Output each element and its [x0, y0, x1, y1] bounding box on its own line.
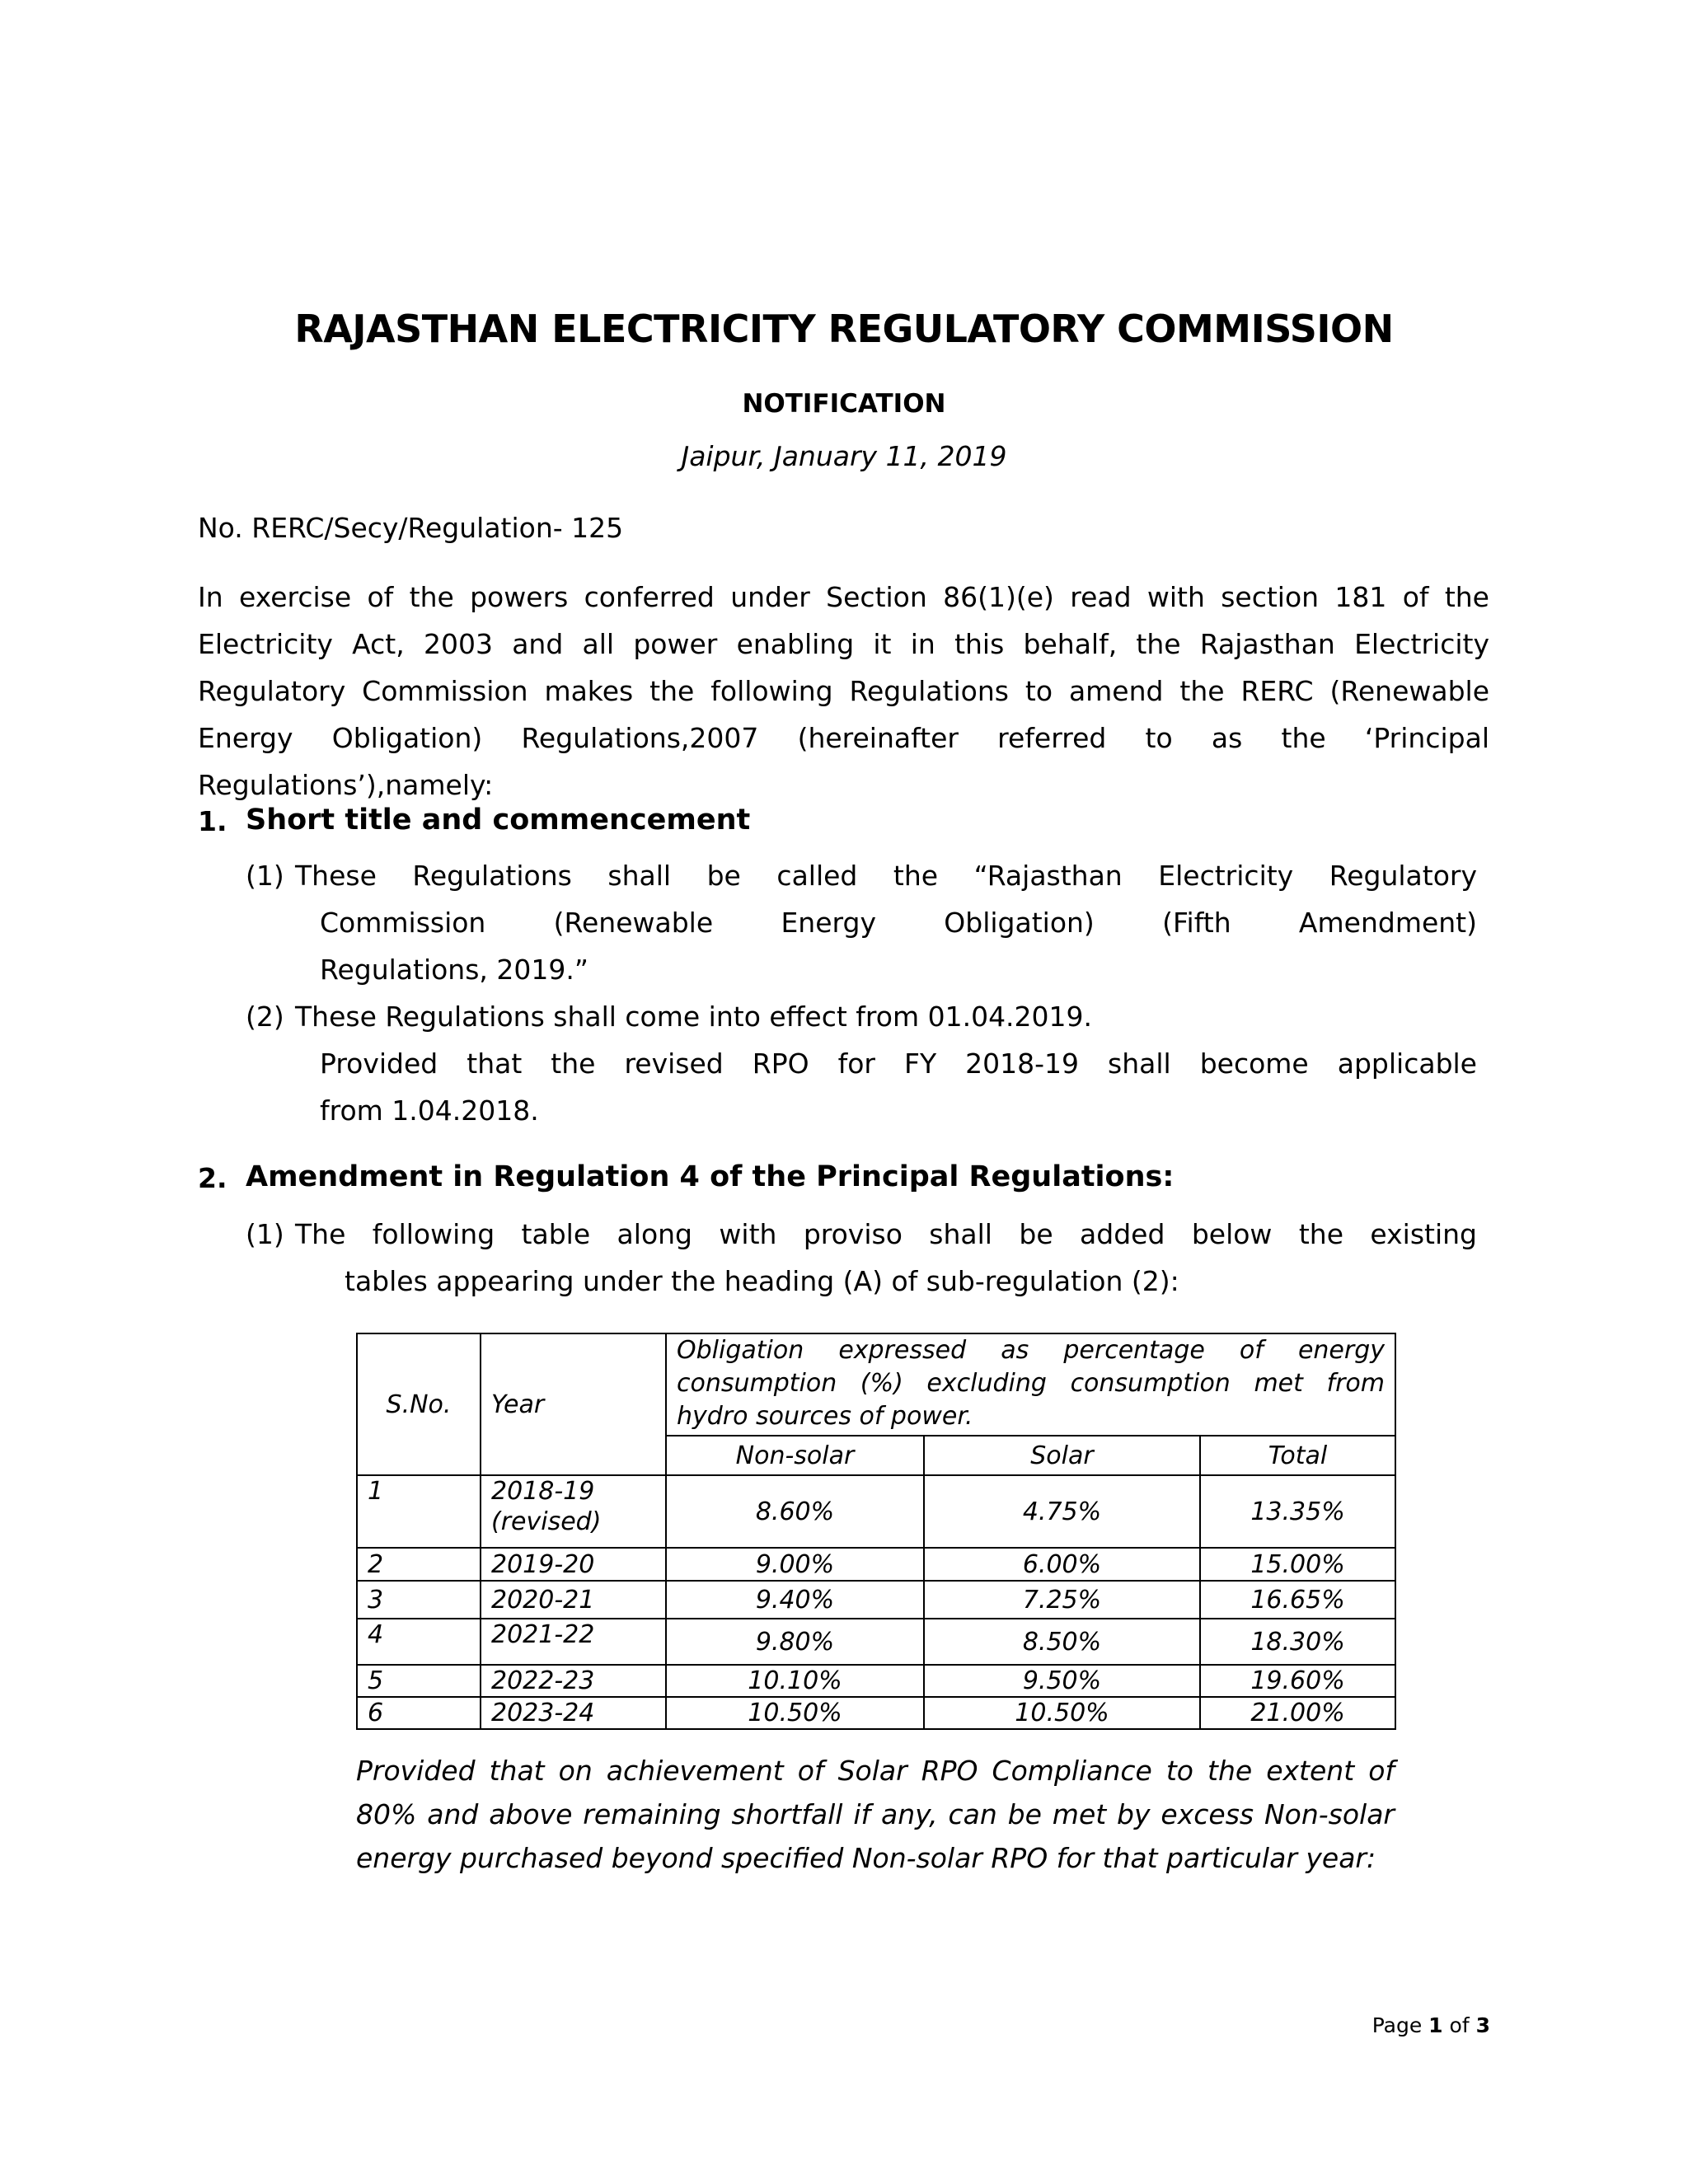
cell-year-note: (revised) — [491, 1507, 602, 1536]
table-row — [357, 1548, 1395, 1581]
cell-year — [481, 1475, 666, 1548]
table-row — [357, 1665, 1395, 1697]
section-1-heading: Short title and commencement — [246, 804, 751, 837]
cell-total: 21.00% — [1200, 1697, 1395, 1729]
cell-nonsolar: 9.00% — [666, 1548, 924, 1581]
document-title: RAJASTHAN ELECTRICITY REGULATORY COMMISSION — [294, 307, 1394, 351]
reference-number: No. RERC/Secy/Regulation- 125 — [198, 512, 624, 544]
cell-total: 15.00% — [1200, 1548, 1395, 1581]
page-current: 1 — [1428, 2013, 1443, 2037]
table-row — [357, 1581, 1395, 1619]
section-1-number: 1. — [198, 805, 227, 837]
cell-solar: 7.25% — [924, 1581, 1200, 1619]
cell-solar: 9.50% — [924, 1665, 1200, 1697]
cell-total: 18.30% — [1200, 1619, 1395, 1665]
cell-total: 13.35% — [1200, 1475, 1395, 1548]
cell-year: 2023-24 — [481, 1697, 666, 1729]
cell-solar: 10.50% — [924, 1697, 1200, 1729]
cell-total: 16.65% — [1200, 1581, 1395, 1619]
preamble-paragraph: In exercise of the powers conferred under Section 86(1)(e) read with section 181 of the Electricity Act, 2003 and all power enabling it in this behalf, the Rajasthan Electricity Regulatory Commission makes the following Regulations to amend the RERC (Renewable Energy Obligation) Regulations,2007 (hereinafter referred to as the ‘Principal Regulations’),namely: — [198, 581, 1489, 801]
cell-sno: 6 — [357, 1697, 481, 1729]
header-year: Year — [481, 1333, 666, 1475]
header-sno: S.No. — [357, 1333, 481, 1475]
cell-nonsolar: 8.60% — [666, 1475, 924, 1548]
page-total: 3 — [1475, 2013, 1490, 2037]
cell-sno: 3 — [357, 1581, 481, 1619]
section-1-item-2-number: (2) — [246, 1001, 284, 1033]
of-word: of — [1449, 2013, 1470, 2037]
cell-sno: 5 — [357, 1665, 481, 1697]
cell-nonsolar: 10.10% — [666, 1665, 924, 1697]
cell-year: 2020-21 — [481, 1581, 666, 1619]
page-footer — [1372, 2013, 1490, 2037]
cell-nonsolar: 9.40% — [666, 1581, 924, 1619]
notification-heading: NOTIFICATION — [742, 389, 946, 419]
table-row — [357, 1475, 1395, 1548]
section-2-item-1-line-2: tables appearing under the heading (A) of sub-regulation (2): — [345, 1265, 1179, 1297]
cell-solar: 6.00% — [924, 1548, 1200, 1581]
table-header-row — [357, 1333, 1395, 1436]
cell-sno: 4 — [357, 1619, 481, 1665]
header-obligation: Obligation expressed as percentage of energy consumption (%) excluding consumption met from hydro sources of power. — [666, 1333, 1395, 1436]
section-1-item-2-proviso-line-1: Provided that the revised RPO for FY 2018-19 shall become applicable — [320, 1047, 1477, 1080]
place-date: Jaipur, January 11, 2019 — [681, 440, 1007, 472]
section-2-number: 2. — [198, 1162, 227, 1194]
section-1-item-1-number: (1) — [246, 860, 284, 892]
cell-nonsolar: 9.80% — [666, 1619, 924, 1665]
header-total: Total — [1200, 1436, 1395, 1475]
table-row — [357, 1619, 1395, 1665]
cell-year: 2019-20 — [481, 1548, 666, 1581]
header-solar: Solar — [924, 1436, 1200, 1475]
cell-year-value: 2018-19 — [491, 1477, 595, 1506]
obligation-table — [356, 1333, 1396, 1730]
page-word: Page — [1372, 2013, 1423, 2037]
section-2-item-1-number: (1) — [246, 1218, 284, 1250]
section-2-item-1-line-1: The following table along with proviso shall be added below the existing — [295, 1218, 1477, 1250]
section-2-heading: Amendment in Regulation 4 of the Principal Regulations: — [246, 1160, 1175, 1193]
cell-year: 2021-22 — [481, 1619, 666, 1665]
cell-solar: 4.75% — [924, 1475, 1200, 1548]
cell-sno: 2 — [357, 1548, 481, 1581]
table-row — [357, 1697, 1395, 1729]
cell-sno: 1 — [357, 1475, 481, 1548]
section-1-item-2-text: These Regulations shall come into effect from 01.04.2019. — [295, 1001, 1093, 1033]
cell-solar: 8.50% — [924, 1619, 1200, 1665]
cell-total: 19.60% — [1200, 1665, 1395, 1697]
cell-nonsolar: 10.50% — [666, 1697, 924, 1729]
section-1-item-1-line-2: Commission (Renewable Energy Obligation) (Fifth Amendment) — [320, 907, 1477, 939]
section-1-item-2-proviso-line-2: from 1.04.2018. — [320, 1094, 539, 1127]
cell-year: 2022-23 — [481, 1665, 666, 1697]
section-1-item-1-line-1: These Regulations shall be called the “Rajasthan Electricity Regulatory — [295, 860, 1477, 892]
proviso-paragraph: Provided that on achievement of Solar RPO Compliance to the extent of 80% and above remaining shortfall if any, can be met by excess Non-solar energy purchased beyond specified Non-solar RPO for that particular year: — [356, 1755, 1395, 1874]
header-nonsolar: Non-solar — [666, 1436, 924, 1475]
section-1-item-1-line-3: Regulations, 2019.” — [320, 954, 588, 986]
